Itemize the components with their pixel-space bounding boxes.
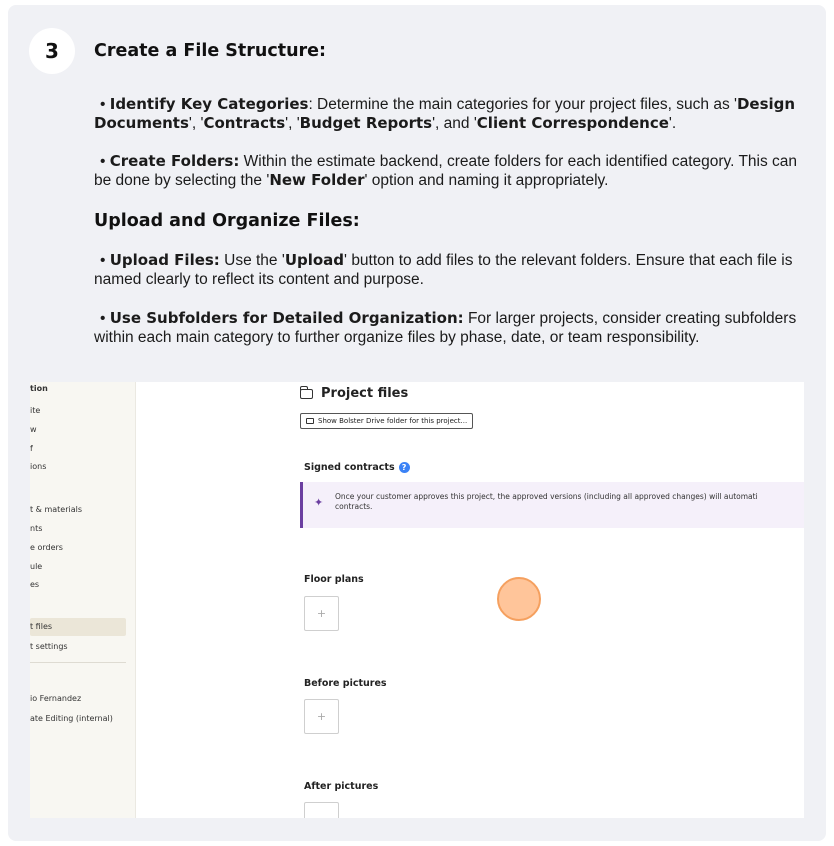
before-pictures-label: Before pictures <box>304 678 387 689</box>
label-create-folders: Create Folders: <box>109 152 240 170</box>
label-use-subfolders: Use Subfolders for Detailed Organization: <box>109 309 464 327</box>
after-pictures-add-button[interactable] <box>304 802 339 818</box>
sidebar-item[interactable]: ions <box>30 462 47 471</box>
main-content <box>136 382 804 818</box>
folder-icon <box>306 418 314 424</box>
sidebar <box>30 382 136 818</box>
sidebar-divider <box>30 662 126 663</box>
signed-contracts-label: Signed contracts ? <box>304 462 410 473</box>
sidebar-item-user[interactable]: io Fernandez <box>30 694 82 703</box>
sidebar-item[interactable]: ate Editing (internal) <box>30 714 113 723</box>
sidebar-item-project-files[interactable]: t files <box>30 618 126 636</box>
floor-plans-label: Floor plans <box>304 574 364 585</box>
step-number-badge: 3 <box>29 28 75 74</box>
paragraph-subfolders: • Use Subfolders for Detailed Organization: For larger projects, consider creating subfolders within each main category to further organize files by phase, date, or team responsibility. <box>94 309 797 346</box>
before-pictures-add-button[interactable]: + <box>304 699 339 734</box>
sidebar-item[interactable]: ule <box>30 562 43 571</box>
floor-plans-add-button[interactable]: + <box>304 596 339 631</box>
sidebar-item[interactable]: f <box>30 444 33 453</box>
sidebar-item[interactable]: tion <box>30 384 48 393</box>
folder-icon <box>300 389 313 399</box>
sidebar-item[interactable]: nts <box>30 524 43 533</box>
sidebar-item[interactable]: es <box>30 580 40 589</box>
sidebar-item[interactable]: t & materials <box>30 505 83 514</box>
after-pictures-label: After pictures <box>304 781 379 792</box>
paragraph-identify-categories: • Identify Key Categories: Determine the main categories for your project files, such as 'Design Documents', 'Contracts', 'Budget Reports', and 'Client Correspondence'. <box>94 95 796 132</box>
sidebar-item[interactable]: ite <box>30 406 41 415</box>
help-icon[interactable]: ? <box>399 462 410 473</box>
sidebar-item[interactable]: w <box>30 425 37 434</box>
paragraph-create-folders: • Create Folders: Within the estimate backend, create folders for each identified category. This can be done by selecting the 'New Folder' option and naming it appropriately. <box>94 152 798 189</box>
label-identify-key-categories: Identify Key Categories <box>109 95 309 113</box>
approval-notice: ✦ Once your customer approves this project, the approved versions (including all approved changes) will automati contracts. <box>300 482 804 528</box>
label-upload-files: Upload Files: <box>109 251 220 269</box>
app-screenshot <box>30 382 804 818</box>
sparkle-icon: ✦ <box>314 496 324 509</box>
project-files-title: Project files <box>300 386 408 401</box>
subheading-upload-organize: Upload and Organize Files: <box>94 211 360 231</box>
show-drive-folder-button[interactable]: Show Bolster Drive folder for this project... <box>300 413 473 429</box>
sidebar-item[interactable]: t settings <box>30 642 68 651</box>
sidebar-item[interactable]: e orders <box>30 543 63 552</box>
click-indicator <box>497 577 541 621</box>
paragraph-upload-files: • Upload Files: Use the 'Upload' button to add files to the relevant folders. Ensure that each file is named clearly to reflect its content and purpose. <box>94 251 793 288</box>
step-title: Create a File Structure: <box>94 41 327 61</box>
